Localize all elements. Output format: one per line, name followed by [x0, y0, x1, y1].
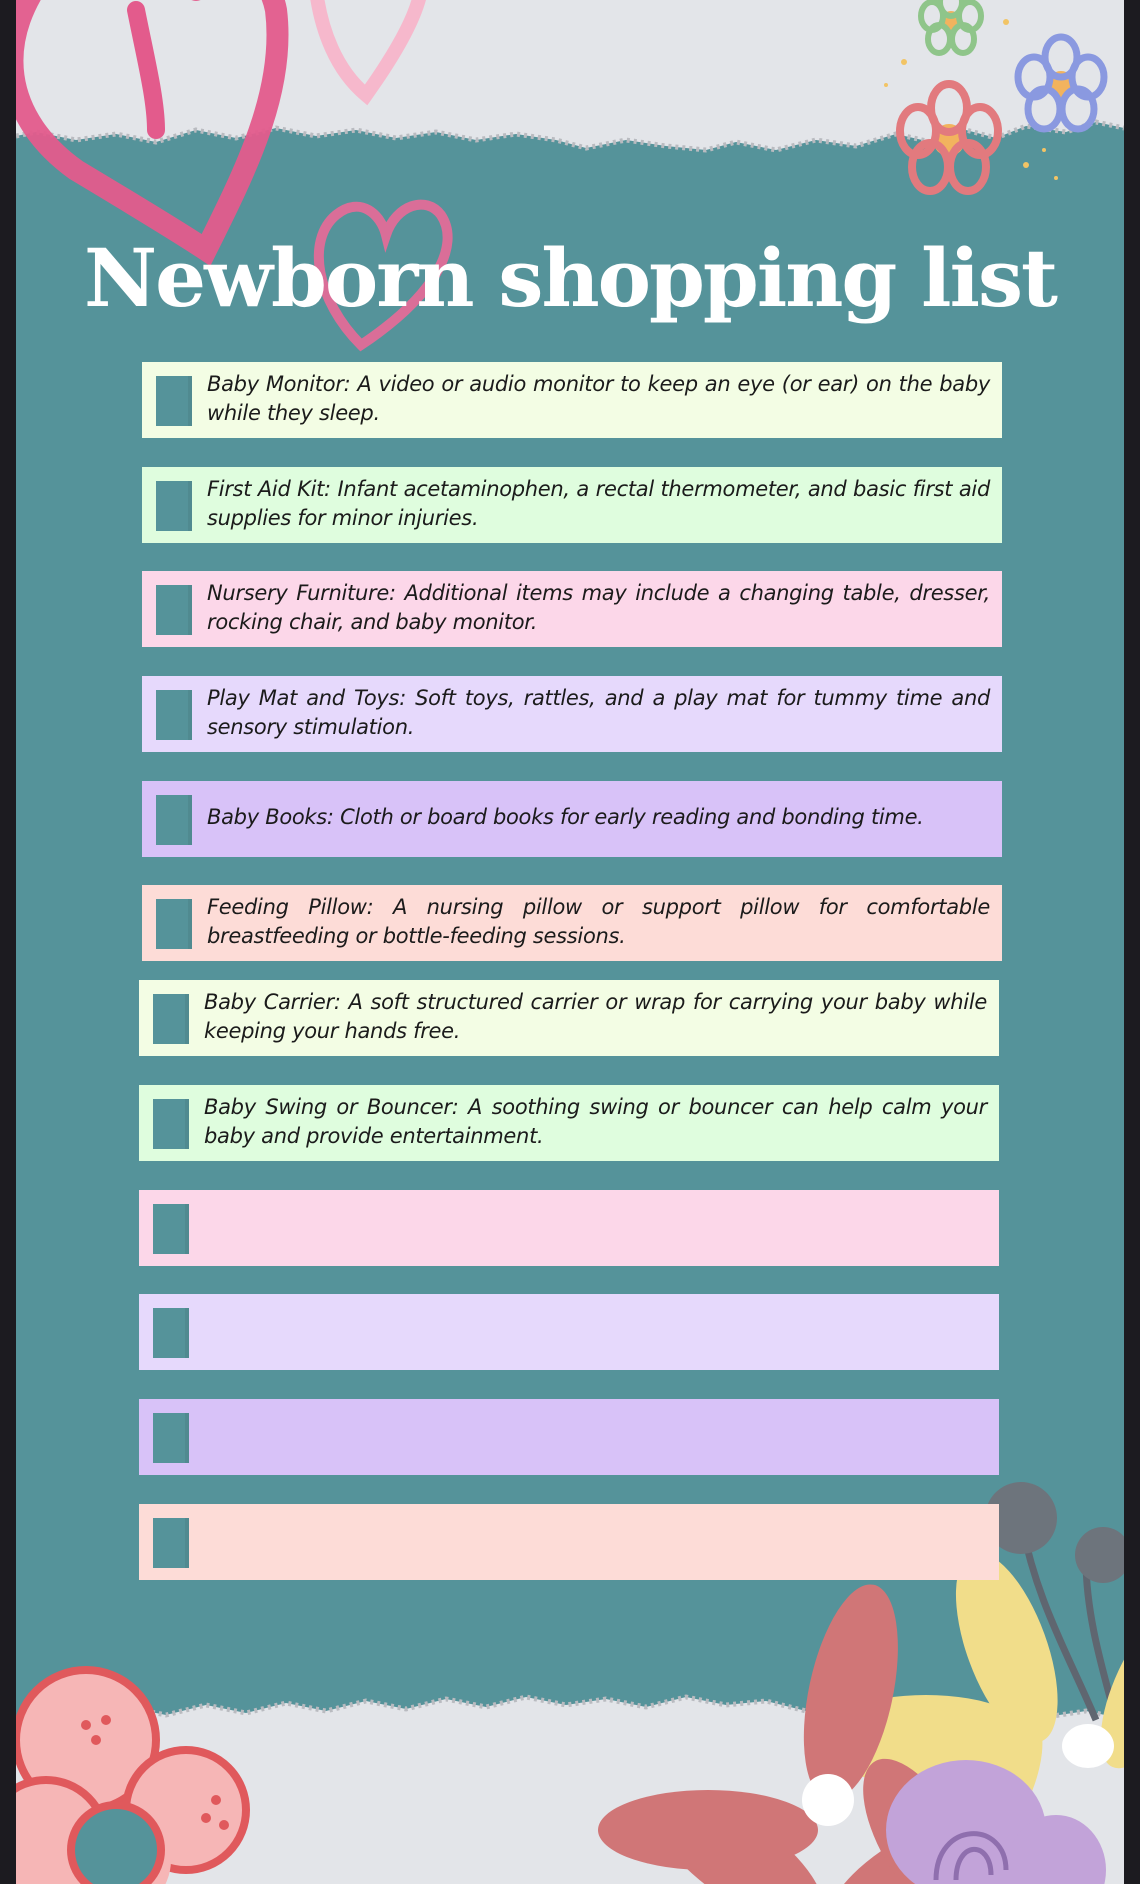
checkbox[interactable]	[153, 1308, 189, 1358]
checkbox[interactable]	[156, 481, 192, 531]
checkbox[interactable]	[153, 1204, 189, 1254]
list-item	[142, 571, 1002, 647]
list-item	[142, 362, 1002, 438]
checkbox[interactable]	[156, 376, 192, 426]
list-item	[139, 1085, 999, 1161]
checkbox[interactable]	[153, 1413, 189, 1463]
list-item-text: Baby Books: Cloth or board books for early reading and bonding time.	[207, 805, 924, 829]
list-item	[142, 781, 1002, 857]
shopping-list-page	[16, 0, 1124, 1884]
list-item	[139, 980, 999, 1056]
page-title: Newborn shopping list	[84, 231, 1056, 325]
checkbox[interactable]	[156, 795, 192, 845]
list-item-text: Play Mat and Toys: Soft toys, rattles, and a play mat for tummy time and sensory stimulation.	[207, 686, 990, 739]
list-item	[139, 1504, 999, 1580]
checkbox[interactable]	[153, 994, 189, 1044]
list-item	[139, 1294, 999, 1370]
list-item-text: First Aid Kit: Infant acetaminophen, a rectal thermometer, and basic first aid supplies for minor injuries.	[207, 477, 990, 530]
checkbox[interactable]	[156, 899, 192, 949]
list-item	[139, 1190, 999, 1266]
circle-icon	[1075, 1527, 1124, 1583]
torn-paper-top	[16, 0, 1124, 175]
checkbox[interactable]	[153, 1518, 189, 1568]
list-item-text: Nursery Furniture: Additional items may include a changing table, dresser, rocking chair, and baby monitor.	[207, 581, 990, 634]
checkbox[interactable]	[156, 690, 192, 740]
list-item	[142, 885, 1002, 961]
checkbox[interactable]	[156, 585, 192, 635]
list-item	[142, 676, 1002, 752]
torn-paper-bottom	[16, 1689, 1124, 1884]
list-item-text: Baby Carrier: A soft structured carrier or wrap for carrying your baby while keeping your hands free.	[204, 990, 987, 1043]
list-item	[139, 1399, 999, 1475]
checkbox[interactable]	[153, 1099, 189, 1149]
list-item	[142, 467, 1002, 543]
list-item-text: Baby Monitor: A video or audio monitor to keep an eye (or ear) on the baby while they sleep.	[207, 372, 990, 425]
list-item-text: Baby Swing or Bouncer: A soothing swing or bouncer can help calm your baby and provide entertainment.	[204, 1095, 987, 1148]
list-item-text: Feeding Pillow: A nursing pillow or support pillow for comfortable breastfeeding or bottle-feeding sessions.	[207, 895, 990, 948]
